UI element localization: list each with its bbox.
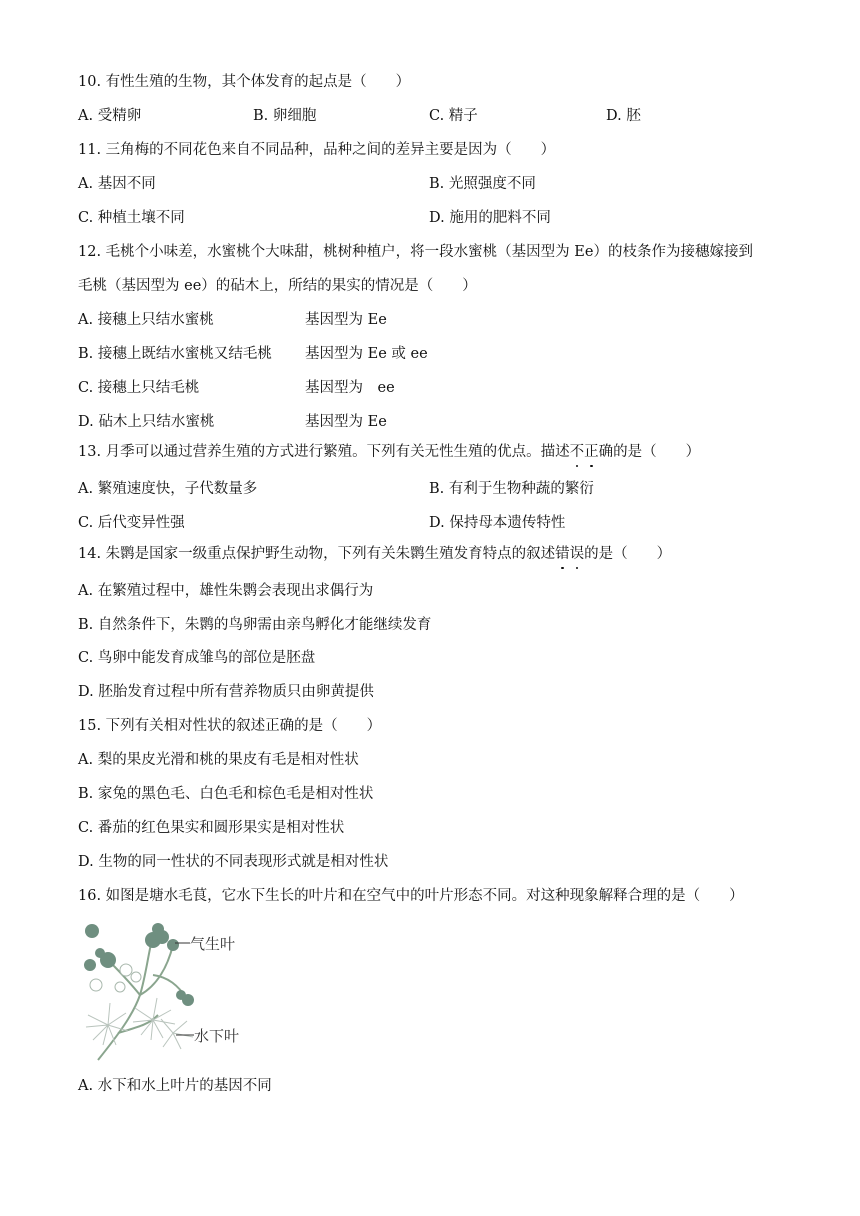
q14-stem <box>78 544 671 564</box>
q11-option-c: C. 种植土壤不同 <box>78 210 185 226</box>
q13-option-d: D. 保持母本遗传特性 <box>429 515 566 531</box>
q15-option-a: A. 梨的果皮光滑和桃的果皮有毛是相对性状 <box>78 752 359 768</box>
q12-option-c-genotype: 基因型为 ee <box>305 380 395 396</box>
q14-option-c: C. 鸟卵中能发育成雏鸟的部位是胚盘 <box>78 650 316 666</box>
q12-stem-line2: 毛桃（基因型为 ee）的砧木上，所结的果实的情况是（ ） <box>78 278 477 294</box>
q12-option-a-genotype: 基因型为 Ee <box>305 312 387 328</box>
q13-emphasis-char-1: 不 <box>569 444 585 460</box>
q11-stem: 11. 三角梅的不同花色来自不同品种，品种之间的差异主要是因为（ ） <box>78 142 556 158</box>
q12-option-d-genotype: 基因型为 Ee <box>305 414 387 430</box>
q10-option-d: D. 胚 <box>606 108 641 124</box>
q11-option-a: A. 基因不同 <box>78 176 156 192</box>
q16-option-a: A. 水下和水上叶片的基因不同 <box>78 1078 272 1094</box>
q14-emphasis-char-1: 错 <box>555 546 570 562</box>
q15-option-d: D. 生物的同一性状的不同表现形式就是相对性状 <box>78 854 389 870</box>
q11-option-b: B. 光照强度不同 <box>429 176 536 192</box>
q13-stem <box>78 442 700 462</box>
q13-stem-tail: 确的是（ ） <box>598 444 701 460</box>
q11-option-d: D. 施用的肥料不同 <box>429 210 551 226</box>
q15-stem: 15. 下列有关相对性状的叙述正确的是（ ） <box>78 718 382 734</box>
q16-stem: 16. 如图是塘水毛茛，它水下生长的叶片和在空气中的叶片形态不同。对这种现象解释合理的是（ ） <box>78 888 744 904</box>
q10-stem: 10. 有性生殖的生物，其个体发育的起点是（ ） <box>78 74 411 90</box>
q10-option-b: B. 卵细胞 <box>253 108 317 124</box>
q12-option-d: D. 砧木上只结水蜜桃 <box>78 414 215 430</box>
q12-option-c: C. 接穗上只结毛桃 <box>78 380 200 396</box>
q12-option-a: A. 接穗上只结水蜜桃 <box>78 312 214 328</box>
air-leaf-label: 气生叶 <box>190 935 236 953</box>
q13-option-b: B. 有利于生物种蔬的繁衍 <box>429 481 594 497</box>
q14-emphasis-char-2: 误 <box>569 546 585 562</box>
q14-stem-text: 14. 朱鹮是国家一级重点保护野生动物，下列有关朱鹮生殖发育特点的叙述 <box>78 546 556 562</box>
q15-option-b: B. 家兔的黑色毛、白色毛和棕色毛是相对性状 <box>78 786 374 802</box>
submerged-leaves <box>86 998 193 1049</box>
q12-option-b: B. 接穗上既结水蜜桃又结毛桃 <box>78 346 272 362</box>
q15-option-c: C. 番茄的红色果实和圆形果实是相对性状 <box>78 820 345 836</box>
q14-option-a: A. 在繁殖过程中，雄性朱鹮会表现出求偶行为 <box>78 583 374 599</box>
water-leaf-label: 水下叶 <box>194 1027 240 1045</box>
q14-option-b: B. 自然条件下，朱鹮的鸟卵需由亲鸟孵化才能继续发育 <box>78 617 432 633</box>
q13-emphasis-char-2: 正 <box>584 444 599 460</box>
q14-stem-tail: 的是（ ） <box>584 546 672 562</box>
q10-option-c: C. 精子 <box>429 108 478 124</box>
q14-option-d: D. 胚胎发育过程中所有营养物质只由卵黄提供 <box>78 684 374 700</box>
q12-option-b-genotype: 基因型为 Ee 或 ee <box>305 346 428 362</box>
water-buttercup-figure <box>78 915 253 1065</box>
q13-option-a: A. 繁殖速度快，子代数量多 <box>78 481 258 497</box>
q10-option-a: A. 受精卵 <box>78 108 142 124</box>
q13-option-c: C. 后代变异性强 <box>78 515 185 531</box>
q12-stem-line1: 12. 毛桃个小味差，水蜜桃个大味甜，桃树种植户，将一段水蜜桃（基因型为 Ee）的枝条作为接穗嫁接到 <box>78 244 753 260</box>
q13-stem-text: 13. 月季可以通过营养生殖的方式进行繁殖。下列有关无性生殖的优点。描述 <box>78 444 570 460</box>
